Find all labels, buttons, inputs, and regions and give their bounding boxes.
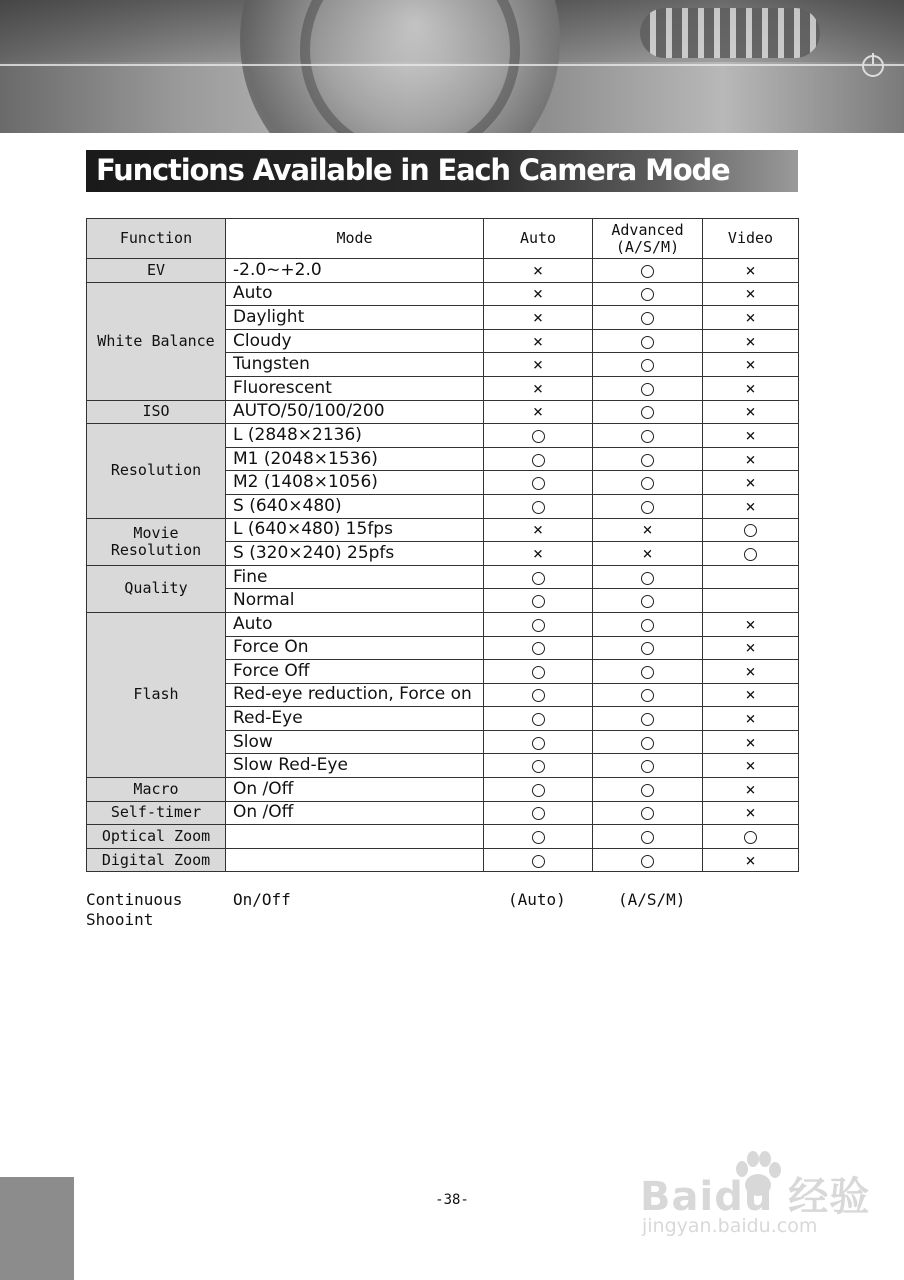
- available-circle-icon: [532, 619, 545, 632]
- mode-cell: S (320×240) 25pfs: [226, 542, 484, 566]
- function-cell: [87, 259, 226, 283]
- unavailable-cross-icon: ×: [745, 378, 756, 399]
- video-availability-cell: [703, 542, 799, 566]
- function-label: Resolution: [110, 461, 202, 480]
- auto-availability-cell: [484, 754, 593, 778]
- available-circle-icon: [641, 619, 654, 632]
- header-function: Function: [87, 219, 226, 259]
- available-circle-icon: [532, 642, 545, 655]
- auto-availability-cell: [484, 447, 593, 471]
- available-circle-icon: [641, 383, 654, 396]
- watermark-brand: Baidu 经验: [640, 1174, 871, 1220]
- video-availability-cell: [703, 754, 799, 778]
- function-label: White Balance: [97, 331, 215, 350]
- function-label: Movie: [133, 523, 179, 542]
- page-title: Functions Available in Each Camera Mode: [96, 153, 730, 187]
- available-circle-icon: [532, 807, 545, 820]
- advanced-availability-cell: [593, 730, 703, 754]
- auto-availability-cell: [484, 400, 593, 424]
- advanced-availability-cell: [593, 542, 703, 566]
- unavailable-cross-icon: ×: [745, 709, 756, 730]
- available-circle-icon: [744, 524, 757, 537]
- power-icon: [858, 50, 888, 80]
- function-cell: [87, 801, 226, 825]
- available-circle-icon: [532, 572, 545, 585]
- advanced-availability-cell: [593, 282, 703, 306]
- available-circle-icon: [641, 288, 654, 301]
- advanced-availability-cell: [593, 400, 703, 424]
- video-availability-cell: [703, 353, 799, 377]
- unavailable-cross-icon: ×: [745, 803, 756, 824]
- auto-availability-cell: [484, 565, 593, 589]
- table-header-row: [87, 219, 799, 259]
- advanced-availability-cell: [593, 848, 703, 872]
- function-label: Flash: [133, 685, 179, 704]
- video-availability-cell: [703, 778, 799, 802]
- video-availability-cell: [703, 825, 799, 849]
- available-circle-icon: [532, 760, 545, 773]
- mode-cell: -2.0~+2.0: [226, 259, 484, 283]
- mode-cell: Slow Red-Eye: [226, 754, 484, 778]
- auto-availability-cell: [484, 542, 593, 566]
- function-label: Optical Zoom: [101, 827, 211, 846]
- unavailable-cross-icon: ×: [745, 284, 756, 305]
- watermark-url: jingyan.baidu.com: [642, 1215, 818, 1237]
- video-availability-cell: [703, 400, 799, 424]
- available-circle-icon: [532, 430, 545, 443]
- available-circle-icon: [641, 689, 654, 702]
- mode-cell: Cloudy: [226, 329, 484, 353]
- table-row: [87, 612, 799, 636]
- video-availability-cell: [703, 306, 799, 330]
- unavailable-cross-icon: ×: [532, 355, 544, 376]
- function-cell: [87, 825, 226, 849]
- video-availability-cell: [703, 707, 799, 731]
- mode-cell: Auto: [226, 282, 484, 306]
- mode-cell: M1 (2048×1536): [226, 447, 484, 471]
- function-label: ISO: [142, 402, 170, 421]
- unavailable-cross-icon: ×: [745, 685, 756, 706]
- header-advanced-line1: Advanced: [611, 220, 684, 239]
- mode-cell: M2 (1408×1056): [226, 471, 484, 495]
- video-availability-cell: [703, 447, 799, 471]
- header-banner: [0, 0, 904, 133]
- video-availability-cell: [703, 801, 799, 825]
- header-video: Video: [703, 219, 799, 259]
- auto-availability-cell: [484, 353, 593, 377]
- auto-availability-cell: [484, 801, 593, 825]
- available-circle-icon: [641, 713, 654, 726]
- available-circle-icon: [641, 595, 654, 608]
- auto-availability-cell: [484, 636, 593, 660]
- unavailable-cross-icon: ×: [532, 331, 544, 352]
- mode-cell: Fluorescent: [226, 376, 484, 400]
- advanced-availability-cell: [593, 660, 703, 684]
- unavailable-cross-icon: ×: [745, 732, 756, 753]
- auto-availability-cell: [484, 778, 593, 802]
- footnote-function: [86, 890, 182, 930]
- available-circle-icon: [641, 454, 654, 467]
- auto-availability-cell: [484, 376, 593, 400]
- video-availability-cell: [703, 329, 799, 353]
- section-title-bar: [86, 150, 798, 192]
- advanced-availability-cell: [593, 471, 703, 495]
- available-circle-icon: [641, 784, 654, 797]
- footnote-function-line1: Continuous: [86, 890, 183, 909]
- video-availability-cell: [703, 683, 799, 707]
- video-availability-cell: [703, 424, 799, 448]
- mode-cell: L (640×480) 15fps: [226, 518, 484, 542]
- function-cell: [87, 612, 226, 777]
- mode-cell: Slow: [226, 730, 484, 754]
- available-circle-icon: [641, 477, 654, 490]
- table-row: [87, 424, 799, 448]
- available-circle-icon: [641, 666, 654, 679]
- available-circle-icon: [641, 760, 654, 773]
- available-circle-icon: [641, 831, 654, 844]
- unavailable-cross-icon: ×: [532, 284, 544, 305]
- auto-availability-cell: [484, 518, 593, 542]
- function-label: EV: [146, 260, 166, 279]
- video-availability-cell: [703, 589, 799, 613]
- function-cell: [87, 518, 226, 565]
- available-circle-icon: [532, 831, 545, 844]
- mode-cell: On /Off: [226, 778, 484, 802]
- unavailable-cross-icon: ×: [745, 779, 756, 800]
- available-circle-icon: [641, 336, 654, 349]
- available-circle-icon: [532, 454, 545, 467]
- auto-availability-cell: [484, 612, 593, 636]
- mode-cell: Fine: [226, 565, 484, 589]
- auto-availability-cell: [484, 825, 593, 849]
- unavailable-cross-icon: ×: [745, 756, 756, 777]
- unavailable-cross-icon: ×: [745, 307, 756, 328]
- unavailable-cross-icon: ×: [745, 449, 756, 470]
- mode-cell: Auto: [226, 612, 484, 636]
- advanced-availability-cell: [593, 636, 703, 660]
- advanced-availability-cell: [593, 447, 703, 471]
- mode-cell: Force Off: [226, 660, 484, 684]
- unavailable-cross-icon: ×: [532, 260, 544, 281]
- advanced-availability-cell: [593, 329, 703, 353]
- auto-availability-cell: [484, 424, 593, 448]
- available-circle-icon: [641, 855, 654, 868]
- available-circle-icon: [532, 713, 545, 726]
- advanced-availability-cell: [593, 612, 703, 636]
- table-row: [87, 565, 799, 589]
- table-row: [87, 518, 799, 542]
- available-circle-icon: [641, 642, 654, 655]
- advanced-availability-cell: [593, 778, 703, 802]
- available-circle-icon: [532, 501, 545, 514]
- available-circle-icon: [641, 737, 654, 750]
- header-auto: Auto: [484, 219, 593, 259]
- advanced-availability-cell: [593, 376, 703, 400]
- mode-cell: AUTO/50/100/200: [226, 400, 484, 424]
- table-row: [87, 400, 799, 424]
- functions-table: [86, 218, 799, 872]
- unavailable-cross-icon: ×: [532, 402, 544, 423]
- function-label: Quality: [124, 579, 188, 598]
- available-circle-icon: [532, 784, 545, 797]
- video-availability-cell: [703, 660, 799, 684]
- auto-availability-cell: [484, 683, 593, 707]
- mode-cell: Normal: [226, 589, 484, 613]
- table-row: [87, 801, 799, 825]
- mode-cell: [226, 825, 484, 849]
- unavailable-cross-icon: ×: [745, 614, 756, 635]
- function-cell: [87, 565, 226, 612]
- video-availability-cell: [703, 730, 799, 754]
- table-body: [87, 259, 799, 872]
- function-label: Macro: [133, 779, 179, 798]
- unavailable-cross-icon: ×: [642, 520, 653, 541]
- advanced-availability-cell: [593, 424, 703, 448]
- unavailable-cross-icon: ×: [532, 520, 544, 541]
- advanced-availability-cell: [593, 306, 703, 330]
- advanced-availability-cell: [593, 518, 703, 542]
- auto-availability-cell: [484, 329, 593, 353]
- unavailable-cross-icon: ×: [745, 260, 756, 281]
- baidu-watermark: [640, 1145, 890, 1255]
- available-circle-icon: [744, 548, 757, 561]
- available-circle-icon: [532, 666, 545, 679]
- header-mode: Mode: [226, 219, 484, 259]
- advanced-availability-cell: [593, 707, 703, 731]
- auto-availability-cell: [484, 589, 593, 613]
- available-circle-icon: [532, 689, 545, 702]
- function-label: Self-timer: [110, 803, 202, 822]
- unavailable-cross-icon: ×: [532, 378, 544, 399]
- mode-cell: [226, 848, 484, 872]
- advanced-availability-cell: [593, 353, 703, 377]
- mode-cell: L (2848×2136): [226, 424, 484, 448]
- video-availability-cell: [703, 471, 799, 495]
- available-circle-icon: [641, 430, 654, 443]
- auto-availability-cell: [484, 494, 593, 518]
- mode-cell: Tungsten: [226, 353, 484, 377]
- unavailable-cross-icon: ×: [532, 543, 544, 564]
- video-availability-cell: [703, 636, 799, 660]
- unavailable-cross-icon: ×: [745, 425, 756, 446]
- auto-availability-cell: [484, 282, 593, 306]
- unavailable-cross-icon: ×: [745, 355, 756, 376]
- video-availability-cell: [703, 518, 799, 542]
- unavailable-cross-icon: ×: [745, 850, 756, 871]
- function-cell: [87, 778, 226, 802]
- auto-availability-cell: [484, 730, 593, 754]
- auto-availability-cell: [484, 707, 593, 731]
- video-availability-cell: [703, 565, 799, 589]
- function-label: Digital Zoom: [101, 850, 211, 869]
- header-advanced: [593, 219, 703, 259]
- advanced-availability-cell: [593, 589, 703, 613]
- available-circle-icon: [641, 312, 654, 325]
- auto-availability-cell: [484, 259, 593, 283]
- available-circle-icon: [532, 595, 545, 608]
- available-circle-icon: [641, 406, 654, 419]
- mode-cell: Red-eye reduction, Force on: [226, 683, 484, 707]
- video-availability-cell: [703, 282, 799, 306]
- video-availability-cell: [703, 376, 799, 400]
- video-availability-cell: [703, 612, 799, 636]
- video-availability-cell: [703, 494, 799, 518]
- auto-availability-cell: [484, 848, 593, 872]
- page-number: -38-: [435, 1192, 469, 1208]
- available-circle-icon: [641, 265, 654, 278]
- advanced-availability-cell: [593, 494, 703, 518]
- available-circle-icon: [641, 501, 654, 514]
- unavailable-cross-icon: ×: [745, 638, 756, 659]
- unavailable-cross-icon: ×: [532, 307, 544, 328]
- video-availability-cell: [703, 259, 799, 283]
- table-row: [87, 848, 799, 872]
- table-row: [87, 259, 799, 283]
- unavailable-cross-icon: ×: [745, 661, 756, 682]
- unavailable-cross-icon: ×: [745, 402, 756, 423]
- mode-cell: Red-Eye: [226, 707, 484, 731]
- mode-cell: S (640×480): [226, 494, 484, 518]
- available-circle-icon: [641, 572, 654, 585]
- mode-cell: On /Off: [226, 801, 484, 825]
- unavailable-cross-icon: ×: [745, 496, 756, 517]
- advanced-availability-cell: [593, 754, 703, 778]
- footnote-mode: On/Off: [233, 890, 291, 909]
- table-row: [87, 282, 799, 306]
- available-circle-icon: [532, 855, 545, 868]
- unavailable-cross-icon: ×: [745, 473, 756, 494]
- available-circle-icon: [532, 477, 545, 490]
- table-row: [87, 825, 799, 849]
- mode-cell: Force On: [226, 636, 484, 660]
- table-row: [87, 778, 799, 802]
- advanced-availability-cell: [593, 565, 703, 589]
- advanced-availability-cell: [593, 801, 703, 825]
- available-circle-icon: [641, 807, 654, 820]
- advanced-availability-cell: [593, 825, 703, 849]
- footnote-auto: (Auto): [508, 890, 566, 909]
- advanced-availability-cell: [593, 259, 703, 283]
- footnote-function-line2: Shooint: [86, 910, 154, 929]
- function-label: Resolution: [110, 540, 202, 559]
- available-circle-icon: [532, 737, 545, 750]
- function-cell: [87, 282, 226, 400]
- footnote-advanced: (A/S/M): [618, 890, 686, 909]
- available-circle-icon: [744, 831, 757, 844]
- auto-availability-cell: [484, 471, 593, 495]
- auto-availability-cell: [484, 660, 593, 684]
- video-availability-cell: [703, 848, 799, 872]
- advanced-availability-cell: [593, 683, 703, 707]
- auto-availability-cell: [484, 306, 593, 330]
- function-cell: [87, 400, 226, 424]
- mode-cell: Daylight: [226, 306, 484, 330]
- available-circle-icon: [641, 359, 654, 372]
- function-cell: [87, 424, 226, 518]
- header-advanced-line2: (A/S/M): [615, 237, 680, 256]
- function-cell: [87, 848, 226, 872]
- unavailable-cross-icon: ×: [745, 331, 756, 352]
- unavailable-cross-icon: ×: [642, 543, 653, 564]
